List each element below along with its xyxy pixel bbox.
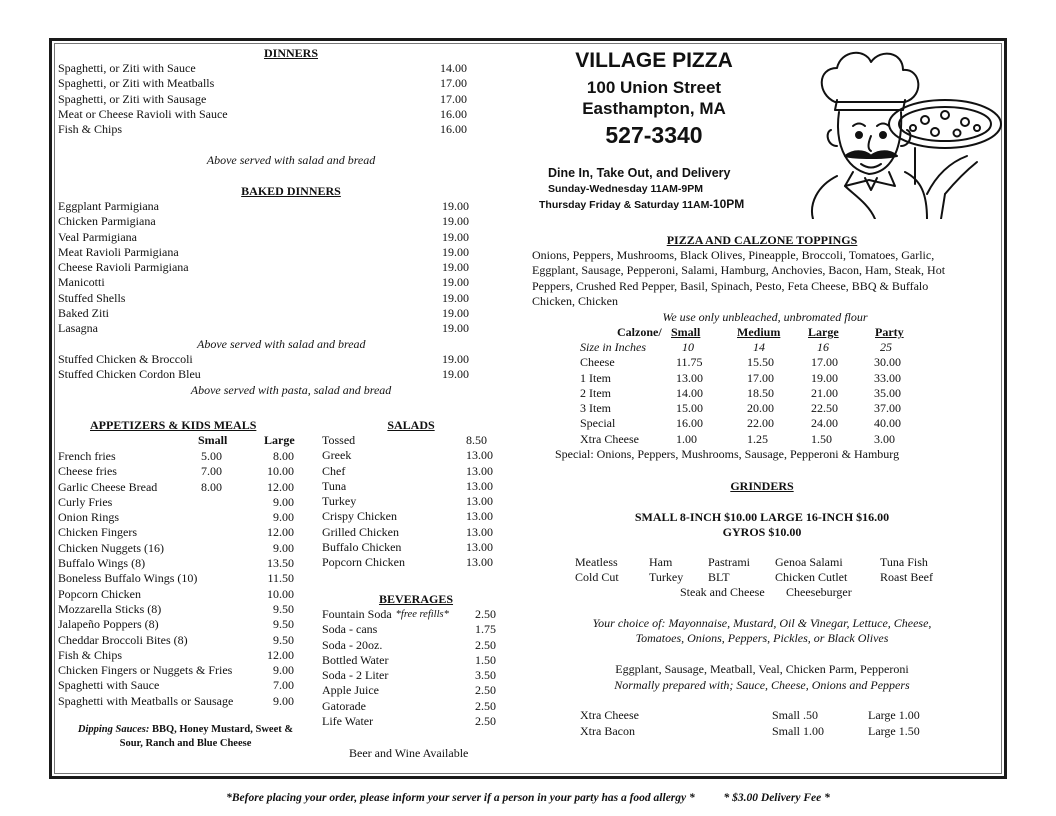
phone-number: 527-3340	[605, 122, 703, 148]
baked-dinners-list-2	[58, 352, 478, 383]
dinner-item	[58, 92, 478, 107]
pizza-row-value: 35.00	[874, 385, 901, 400]
toppings-line	[532, 294, 998, 309]
toppings-line-text: Peppers, Crushed Red Pepper, Basil, Spinach, Pesto, Feta Cheese, BBQ & Buffalo	[532, 278, 929, 293]
beverage-item-price: 1.50	[475, 652, 496, 667]
salad-item-name: Tuna	[322, 478, 347, 493]
baked-dinner-item	[58, 260, 478, 275]
beverage-item	[322, 683, 496, 698]
baked-dinner-item-price: 19.00	[442, 260, 469, 275]
beer-wine-note: Beer and Wine Available	[349, 746, 469, 760]
dinner-item	[58, 122, 478, 137]
pizza-row-value: 15.50	[747, 355, 774, 370]
baked-dinner-item-name: Eggplant Parmigiana	[58, 199, 159, 213]
pizza-row-value: 14.00	[676, 385, 703, 400]
dinner-item-price: 16.00	[440, 106, 467, 121]
baked-dinner-item-name: Manicotti	[58, 275, 105, 290]
dinner-item-name: Fish & Chips	[58, 122, 123, 137]
baked-dinner-item-price: 19.00	[442, 352, 469, 366]
beverage-item	[322, 622, 496, 637]
pizza-row-value: 21.00	[811, 385, 838, 400]
pizza-row-value: 22.50	[811, 401, 838, 416]
beverage-item-price: 2.50	[475, 698, 496, 713]
beverage-item	[322, 638, 496, 653]
baked-dinner-item-name: Meat Ravioli Parmigiana	[58, 244, 179, 259]
pizza-row-label: Xtra Cheese	[580, 431, 639, 446]
appetizer-item-large-price: 10.00	[267, 586, 294, 601]
dinner-item-name: Spaghetti, or Ziti with Sausage	[58, 91, 207, 106]
pizza-table-row	[532, 386, 952, 401]
salad-item-name: Chef	[322, 463, 346, 478]
pizza-row-value: 24.00	[811, 416, 838, 431]
pizza-row-label: 1 Item	[580, 370, 611, 385]
appetizer-item-large-price: 9.50	[273, 617, 294, 632]
salad-item-name: Turkey	[322, 494, 357, 509]
beverages-title: BEVERAGES	[378, 592, 454, 606]
hot-grinders: Eggplant, Sausage, Meatball, Veal, Chicken Parm, Pepperoni	[615, 662, 909, 676]
grinder-types	[532, 555, 998, 605]
extra-small-price: Small .50	[772, 708, 819, 722]
salad-item-name: Popcorn Chicken	[322, 555, 405, 570]
pizza-row-value: 1.25	[747, 431, 768, 446]
salad-item-price: 13.00	[466, 478, 493, 493]
delivery-fee: * $3.00 Delivery Fee *	[723, 792, 830, 804]
pizza-table-row	[532, 340, 952, 355]
appetizer-item-large-price: 9.00	[273, 540, 294, 555]
pizza-row-value: 33.00	[874, 370, 901, 385]
appetizer-item-name: Chicken Fingers	[58, 525, 137, 540]
grinder-type: Ham	[649, 555, 673, 569]
pizza-table-row	[532, 401, 952, 416]
salad-item-name: Crispy Chicken	[322, 509, 397, 524]
salad-item	[322, 540, 496, 555]
beverage-item-name: Soda - cans	[322, 622, 378, 637]
pizza-row-value: 22.00	[747, 416, 774, 431]
appetizer-item	[58, 556, 302, 571]
appetizer-item-large-price: 9.00	[273, 494, 294, 509]
beverage-item-name: Soda - 20oz.	[322, 637, 383, 652]
salad-item-name: Greek	[322, 448, 352, 463]
beverage-item-price: 2.50	[475, 683, 496, 698]
restaurant-name: VILLAGE PIZZA	[575, 49, 733, 72]
col-large: Large	[808, 325, 839, 339]
pizza-row-value: 1.00	[676, 431, 697, 446]
baked-note-1: Above served with salad and bread	[197, 337, 366, 351]
appetizer-item-large-price: 12.00	[267, 525, 294, 540]
flour-note: We use only unbleached, unbromated flour	[662, 310, 868, 324]
extra-large-price: Large 1.00	[868, 708, 920, 722]
beverage-item-name: Life Water	[322, 714, 374, 729]
grinder-type: Cold Cut	[575, 570, 619, 584]
dipping-sauces	[58, 723, 313, 750]
baked-dinner-item-price: 19.00	[442, 290, 469, 305]
baked-dinner-item	[58, 230, 478, 245]
pizza-table-row	[532, 416, 952, 431]
dipping-line-1: BBQ, Honey Mustard, Sweet &	[149, 724, 294, 735]
salad-item-price: 13.00	[466, 540, 493, 555]
appetizer-item-large-price: 10.00	[267, 464, 294, 479]
gyros-price: GYROS $10.00	[722, 525, 802, 539]
grinder-type: Cheeseburger	[786, 585, 852, 599]
baked-dinner-item	[58, 321, 478, 336]
appetizer-item	[58, 648, 302, 663]
col-party: Party	[875, 325, 904, 339]
appetizer-item	[58, 617, 302, 632]
appetizer-item	[58, 464, 302, 479]
beverage-item-price: 1.75	[475, 622, 496, 637]
beverages-list	[322, 607, 496, 729]
beverage-item	[322, 714, 496, 729]
appetizers-col-small: Small	[198, 433, 228, 447]
toppings-line-text: Eggplant, Sausage, Pepperoni, Salami, Hamburg, Anchovies, Bacon, Ham, Steak, Hot	[532, 263, 946, 278]
pizza-row-label: 3 Item	[580, 401, 611, 416]
salad-item-price: 13.00	[466, 509, 493, 524]
salad-item	[322, 525, 496, 540]
dinner-item-price: 17.00	[440, 91, 467, 106]
grinder-type: Roast Beef	[880, 570, 933, 584]
pizza-table-header	[532, 325, 952, 341]
col-medium: Medium	[737, 325, 781, 339]
baked-dinner-item	[58, 352, 478, 367]
salad-item	[322, 555, 496, 570]
dipping-label: Dipping Sauces:	[77, 724, 150, 735]
appetizer-item-large-price: 9.00	[273, 663, 294, 678]
baked-dinner-item	[58, 306, 478, 321]
dinners-list	[58, 61, 478, 137]
dinner-item-name: Meat or Cheese Ravioli with Sauce	[58, 106, 228, 121]
appetizer-item-name: Onion Rings	[58, 510, 120, 525]
salad-item-name: Buffalo Chicken	[322, 540, 402, 555]
pizza-row-value: 37.00	[874, 401, 901, 416]
grinder-type: Steak and Cheese	[680, 585, 765, 599]
baked-dinner-item-name: Cheese Ravioli Parmigiana	[58, 260, 189, 275]
appetizer-item-name: Buffalo Wings (8)	[58, 556, 146, 571]
extra-name: Xtra Bacon	[580, 723, 635, 738]
baked-dinner-item-name: Lasagna	[58, 321, 98, 336]
beverage-item	[322, 653, 496, 668]
salad-item	[322, 464, 496, 479]
appetizer-item-small-price: 5.00	[201, 449, 222, 463]
salads-title: SALADS	[387, 418, 435, 432]
appetizer-item-name: Curly Fries	[58, 494, 113, 509]
baked-dinner-item	[58, 245, 478, 260]
appetizer-item-name: Mozzarella Sticks (8)	[58, 601, 162, 616]
appetizer-item-name: Cheddar Broccoli Bites (8)	[58, 632, 188, 647]
beverage-item	[322, 699, 496, 714]
beverage-item-price: 2.50	[475, 607, 496, 621]
grinder-type: Turkey	[649, 570, 684, 584]
allergy-notice: *Before placing your order, please inform your server if a person in your party has a food allergy *	[226, 792, 695, 804]
pizza-table-body	[532, 340, 952, 447]
choice-line-1: Your choice of: Mayonnaise, Mustard, Oil & Vinegar, Lettuce, Cheese,	[592, 616, 932, 630]
grinder-type: Tuna Fish	[880, 555, 928, 569]
baked-dinner-item-name: Chicken Parmigiana	[58, 214, 156, 229]
salad-item-price: 8.50	[466, 433, 487, 447]
hours-thu-sat-prefix: Thursday Friday & Saturday 11AM-	[539, 199, 713, 211]
baked-dinner-item	[58, 367, 478, 382]
pizza-row-value: 17.00	[811, 355, 838, 370]
baked-dinner-item-price: 19.00	[442, 306, 469, 321]
baked-dinner-item-price: 19.00	[442, 367, 469, 382]
pizza-row-value: 3.00	[874, 431, 895, 446]
hours-sun-wed: Sunday-Wednesday 11AM-9PM	[548, 183, 704, 195]
chef-logo	[795, 44, 1005, 219]
pizza-row-value: 16.00	[676, 416, 703, 431]
pizza-row-value: 1.50	[811, 431, 832, 446]
toppings-list	[532, 248, 998, 309]
beverage-item-name: Fountain Soda	[322, 607, 392, 621]
appetizer-item-large-price: 12.00	[267, 647, 294, 662]
appetizer-item-name: Chicken Fingers or Nuggets & Fries	[58, 663, 233, 678]
appetizer-item-large-price: 9.00	[273, 693, 294, 708]
baked-dinner-item-price: 19.00	[442, 321, 469, 336]
col-small: Small	[671, 325, 701, 339]
baked-note-2: Above served with pasta, salad and bread	[190, 383, 392, 397]
appetizer-item	[58, 541, 302, 556]
grinder-type: Genoa Salami	[775, 555, 843, 569]
street-address: 100 Union Street	[586, 78, 722, 97]
pizza-row-value: 17.00	[747, 370, 774, 385]
pizza-row-value: 30.00	[874, 355, 901, 370]
beverage-item-name: Apple Juice	[322, 683, 379, 698]
appetizer-item	[58, 663, 302, 678]
baked-dinner-item-price: 19.00	[442, 275, 469, 290]
toppings-line	[532, 263, 998, 278]
pizza-row-value: 11.75	[676, 355, 703, 370]
pizza-row-value: 25	[880, 340, 892, 354]
salad-item-price: 13.00	[466, 448, 493, 463]
pizza-row-value: 13.00	[676, 370, 703, 385]
col-calzone: Calzone/	[617, 325, 662, 339]
pizza-row-value: 20.00	[747, 401, 774, 416]
beverage-item-note: *free refills*	[395, 609, 449, 620]
beverage-item-name: Soda - 2 Liter	[322, 668, 389, 683]
city-state: Easthampton, MA	[582, 99, 726, 118]
dinners-title: DINNERS	[263, 46, 318, 60]
baked-dinner-item-price: 19.00	[442, 214, 469, 229]
appetizer-item-name: Popcorn Chicken	[58, 586, 141, 601]
pizza-row-label: Size in Inches	[580, 340, 646, 354]
salad-item	[322, 448, 496, 463]
appetizer-item-name: Fish & Chips	[58, 647, 123, 662]
baked-dinner-item-name: Baked Ziti	[58, 306, 109, 321]
dinner-item-price: 16.00	[440, 122, 467, 137]
appetizer-item	[58, 694, 302, 709]
appetizer-item-large-price: 12.00	[267, 479, 294, 494]
beverage-item	[322, 668, 496, 683]
baked-dinner-item-price: 19.00	[442, 244, 469, 259]
baked-dinner-item	[58, 291, 478, 306]
pizza-row-value: 10	[682, 340, 694, 354]
appetizer-item-name: French fries	[58, 449, 116, 463]
appetizer-item-large-price: 9.50	[273, 632, 294, 647]
salad-item	[322, 509, 496, 524]
appetizer-item-name: Jalapeño Poppers (8)	[58, 617, 159, 632]
appetizer-item	[58, 678, 302, 693]
appetizer-item	[58, 510, 302, 525]
appetizer-item-name: Boneless Buffalo Wings (10)	[58, 571, 198, 586]
appetizer-item-name: Spaghetti with Meatballs or Sausage	[58, 693, 234, 708]
dinner-item	[58, 76, 478, 91]
salad-item	[322, 494, 496, 509]
appetizer-item-large-price: 9.50	[273, 601, 294, 616]
dinner-item-price: 17.00	[440, 76, 467, 91]
pizza-row-label: Special	[580, 416, 616, 431]
dinner-item	[58, 107, 478, 122]
toppings-line-text: Chicken, Chicken	[532, 293, 618, 308]
pizza-row-value: 16	[817, 340, 829, 354]
dinners-note: Above served with salad and bread	[206, 153, 376, 167]
appetizer-item	[58, 480, 302, 495]
salad-item	[322, 433, 496, 448]
baked-dinner-item-price: 19.00	[442, 199, 469, 213]
appetizer-item-large-price: 13.50	[267, 556, 294, 571]
dinner-item-name: Spaghetti, or Ziti with Meatballs	[58, 76, 215, 91]
grinder-extras	[532, 708, 998, 740]
special-note: Special: Onions, Peppers, Mushrooms, Sausage, Pepperoni & Hamburg	[555, 447, 900, 461]
hours-thu-sat	[539, 197, 744, 213]
appetizer-item-name: Cheese fries	[58, 464, 117, 479]
appetizers-title: APPETIZERS & KIDS MEALS	[90, 418, 257, 432]
hours-thu-sat-suffix: 10PM	[712, 197, 745, 211]
baked-dinner-item-name: Veal Parmigiana	[58, 229, 137, 244]
baked-dinner-item-name: Stuffed Shells	[58, 290, 126, 305]
beverage-item-name: Bottled Water	[322, 652, 389, 667]
appetizer-item-large-price: 9.00	[273, 510, 294, 525]
toppings-title: PIZZA AND CALZONE TOPPINGS	[666, 233, 858, 247]
appetizer-item	[58, 602, 302, 617]
salad-item-price: 13.00	[466, 555, 493, 570]
salad-item-name: Grilled Chicken	[322, 524, 399, 539]
pizza-table-row	[532, 371, 952, 386]
baked-dinners-list	[58, 199, 478, 337]
beverage-item-price: 3.50	[475, 668, 496, 683]
pizza-row-label: 2 Item	[580, 385, 611, 400]
appetizer-item	[58, 587, 302, 602]
beverage-item-price: 2.50	[475, 637, 496, 652]
grinder-sizes: SMALL 8-INCH $10.00 LARGE 16-INCH $16.00	[634, 510, 890, 524]
appetizer-item-name: Garlic Cheese Bread	[58, 479, 158, 494]
baked-dinner-item	[58, 214, 478, 229]
extra-large-price: Large 1.50	[868, 723, 920, 738]
hot-grinders-note: Normally prepared with; Sauce, Cheese, Onions and Peppers	[614, 678, 910, 692]
pizza-table-row	[532, 432, 952, 447]
appetizer-item-name: Spaghetti with Sauce	[58, 678, 160, 693]
service-types: Dine In, Take Out, and Delivery	[548, 166, 731, 180]
salad-item	[322, 479, 496, 494]
beverage-item-price: 2.50	[475, 714, 496, 729]
beverage-item-name: Gatorade	[322, 698, 366, 713]
baked-dinner-item	[58, 199, 478, 214]
baked-dinner-item-name: Stuffed Chicken & Broccoli	[58, 352, 193, 366]
baked-dinner-item	[58, 275, 478, 290]
dinner-item-price: 14.00	[440, 61, 467, 75]
appetizer-item	[58, 525, 302, 540]
salads-list	[322, 433, 496, 571]
appetizers-col-large: Large	[264, 433, 295, 447]
appetizer-item-name: Chicken Nuggets (16)	[58, 540, 164, 555]
choice-line-2: Tomatoes, Onions, Peppers, Pickles, or Black Olives	[635, 631, 889, 645]
pizza-table-row	[532, 355, 952, 370]
appetizer-item-large-price: 8.00	[273, 449, 294, 463]
salad-item-name: Tossed	[322, 433, 356, 447]
toppings-line	[532, 279, 998, 294]
grinder-type: Pastrami	[708, 555, 750, 569]
appetizer-item	[58, 633, 302, 648]
toppings-line	[532, 248, 998, 263]
pizza-row-label: Cheese	[580, 355, 615, 370]
footer	[0, 791, 1056, 806]
dinner-item	[58, 61, 478, 76]
pizza-row-value: 19.00	[811, 370, 838, 385]
salad-item-price: 13.00	[466, 524, 493, 539]
pizza-row-value: 40.00	[874, 416, 901, 431]
baked-dinner-item-name: Stuffed Chicken Cordon Bleu	[58, 367, 201, 382]
extra-name: Xtra Cheese	[580, 708, 639, 722]
appetizer-item	[58, 449, 302, 464]
extra-small-price: Small 1.00	[772, 723, 825, 738]
salad-item-price: 13.00	[466, 463, 493, 478]
appetizer-item-small-price: 8.00	[201, 479, 222, 494]
appetizer-item	[58, 571, 302, 586]
appetizers-list	[58, 449, 302, 709]
pizza-row-value: 18.50	[747, 385, 774, 400]
grinder-type: BLT	[708, 570, 730, 584]
dipping-line-2: Sour, Ranch and Blue Cheese	[119, 737, 252, 749]
baked-dinners-title: BAKED DINNERS	[241, 184, 341, 198]
grinders-title: GRINDERS	[730, 479, 794, 493]
appetizer-item-large-price: 7.00	[273, 678, 294, 693]
pizza-row-value: 15.00	[676, 401, 703, 416]
appetizer-item	[58, 495, 302, 510]
baked-dinner-item-price: 19.00	[442, 229, 469, 244]
grinder-type: Chicken Cutlet	[775, 570, 848, 584]
appetizer-item-large-price: 11.50	[267, 571, 294, 586]
salad-item-price: 13.00	[466, 494, 493, 509]
beverage-item	[322, 607, 496, 622]
dinner-item-name: Spaghetti, or Ziti with Sauce	[58, 61, 196, 75]
pizza-row-value: 14	[753, 340, 765, 354]
toppings-line-text: Onions, Peppers, Mushrooms, Black Olives, Pineapple, Broccoli, Tomatoes, Garlic,	[532, 248, 935, 262]
appetizer-item-small-price: 7.00	[201, 464, 222, 479]
grinder-type: Meatless	[575, 555, 618, 569]
